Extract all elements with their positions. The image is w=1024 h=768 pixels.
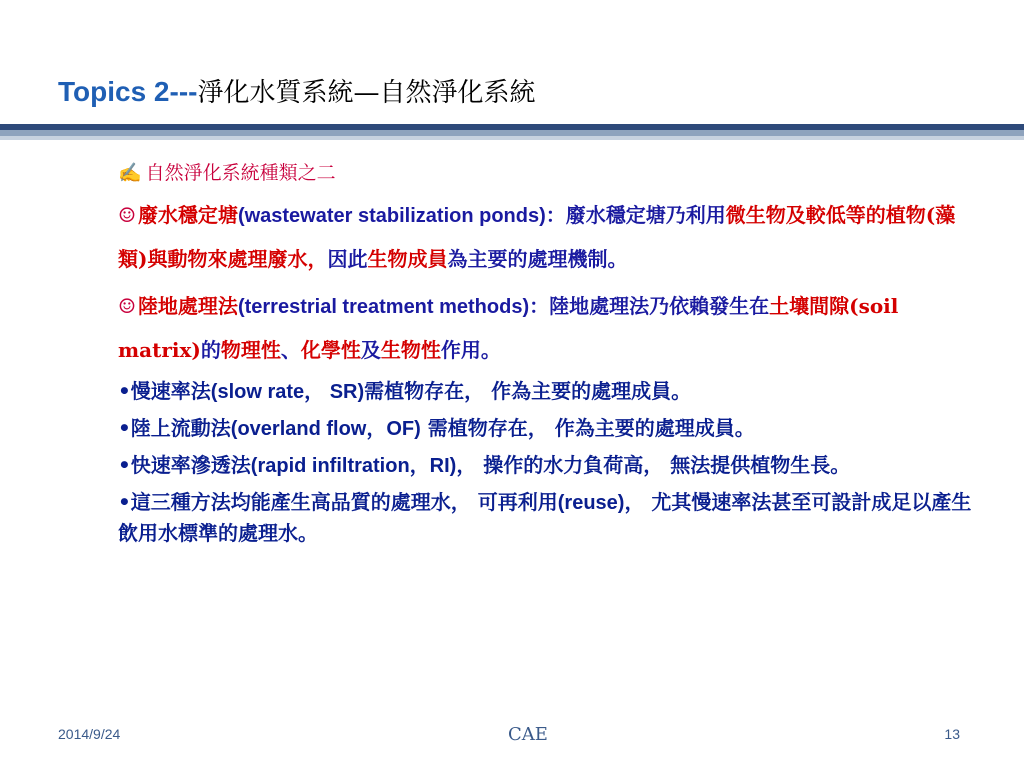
title-chinese: 淨化水質系統—自然淨化系統 (197, 78, 536, 108)
term-english: (wastewater stabilization ponds) (237, 205, 546, 227)
paragraph-stabilization-ponds (118, 194, 978, 281)
bullet-mark: • (118, 453, 131, 477)
bullet-item (118, 376, 978, 407)
para1-highlight2: 生物成員 (367, 247, 448, 271)
para2-highlight4: 生物性 (380, 338, 441, 362)
bullet-text: 慢速率法 (130, 379, 211, 403)
bullet-text: ， 操作的水力負荷高， 無法提供植物生長。 (456, 453, 851, 477)
bullet-mark: • (118, 490, 131, 514)
para2-text4: 及 (360, 338, 381, 362)
page-number: 13 (944, 726, 960, 742)
subheading-text: 自然淨化系統種類之二 (145, 162, 336, 184)
para2-text: ：陸地處理法乃依賴發生在 (529, 294, 770, 318)
term-english: (terrestrial treatment methods) (237, 296, 530, 318)
title-english: Topics 2--- (58, 76, 198, 107)
bullet-item (118, 487, 978, 548)
footer-date: 2014/9/24 (58, 726, 121, 742)
para2-text2: 的 (200, 338, 221, 362)
bullet-english: (overland flow，OF) (230, 418, 421, 440)
para2-text3: 、 (280, 338, 301, 362)
bullet-text: 快速率滲透法 (130, 453, 251, 477)
para1-text2: 因此 (327, 247, 368, 271)
para1-text3: 為主要的處理機制。 (447, 247, 628, 271)
para1-highlight: 微生物及較低等的植物(藻類)與動物來處理廢水， (118, 203, 956, 271)
smiley-icon: ☺ (118, 294, 136, 318)
bullet-text: 需植物存在， 作為主要的處理成員。 (420, 416, 755, 440)
footer-label: CAE (508, 724, 548, 745)
bullet-mark: • (118, 379, 131, 403)
smiley-icon: ☺ (118, 203, 136, 227)
bullet-text: ， 尤其慢速率法甚至可設計成足以產生飲用水標準的處理水。 (118, 490, 972, 545)
para2-highlight: 土壤間隙(soil matrix) (118, 294, 899, 362)
bullet-english: (rapid infiltration，RI) (250, 455, 457, 477)
term-stabilization-ponds: 廢水穩定塘 (137, 203, 238, 227)
bullet-text: 陸上流動法 (130, 416, 231, 440)
bullet-item (118, 413, 978, 444)
subheading (118, 158, 978, 188)
term-terrestrial: 陸地處理法 (137, 294, 238, 318)
title-divider-light (0, 136, 1024, 140)
para2-highlight3: 化學性 (300, 338, 361, 362)
bullet-english: (slow rate， SR) (210, 381, 365, 403)
para2-highlight2: 物理性 (220, 338, 281, 362)
bullet-english: (reuse) (557, 492, 625, 514)
bullet-mark: • (118, 416, 131, 440)
slide-body (118, 158, 978, 554)
bullet-text: 需植物存在， 作為主要的處理成員。 (364, 379, 692, 403)
bullet-item (118, 450, 978, 481)
slide-title (58, 72, 536, 113)
para2-text5: 作用。 (440, 338, 501, 362)
paragraph-terrestrial-treatment (118, 285, 978, 372)
writing-hand-icon: ✍ (118, 162, 142, 184)
bullet-text: 這三種方法均能產生高品質的處理水， 可再利用 (130, 490, 558, 514)
para1-text: ：廢水穩定塘乃利用 (545, 203, 726, 227)
